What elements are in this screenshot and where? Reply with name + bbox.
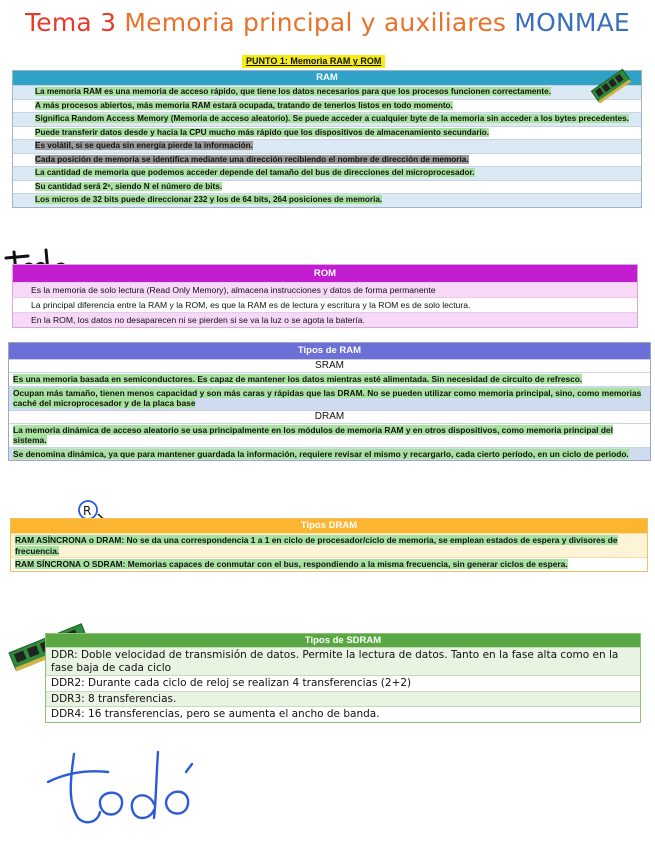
tipos-dram-row: RAM ASÍNCRONA o DRAM: No se da una correspondencia 1 a 1 en ciclo de procesador/ciclo de memoria, se emplean estados de espera y divisores de frecuencia.: [11, 533, 647, 557]
sdram-row: DDR4: 16 transferencias, pero se aumenta el ancho de banda.: [46, 706, 640, 722]
tipos-ram-table: [8, 342, 651, 461]
ram-row: Significa Random Access Memory (Memoria de acceso aleatorio). Se puede acceder a cualquier byte de la memoria sin acceder a los bytes precedentes.: [13, 112, 641, 126]
tipos-ram-header: Tipos de RAM: [9, 343, 650, 359]
sram-row: Es una memoria basada en semiconductores. Es capaz de mantener los datos mientras esté alimentada. Sin necesidad de circuito de refresco.: [9, 372, 650, 386]
ram-row: La cantidad de memoria que podemos acceder depende del tamaño del bus de direcciones del microprocesador.: [13, 166, 641, 180]
tipos-dram-table: [10, 518, 648, 572]
circle-mark-letter: R: [83, 504, 92, 518]
ram-row: A más procesos abiertos, más memoria RAM estará ocupada, tratando de tenerlos listos en todo momento.: [13, 99, 641, 113]
dram-subheader: DRAM: [9, 410, 650, 423]
rom-table: [12, 264, 638, 328]
ram-module-icon: [590, 66, 632, 106]
ram-row: Su cantidad será 2ⁿ, siendo N el número de bits.: [13, 180, 641, 194]
sdram-row: DDR2: Durante cada ciclo de reloj se realizan 4 transferencias (2+2): [46, 675, 640, 691]
title-topic: Tema 3: [25, 8, 125, 37]
tipos-sdram-header: Tipos de SDRAM: [46, 634, 640, 647]
rom-row: Es la memoria de solo lectura (Read Only Memory), almacena instrucciones y datos de forma permanente: [13, 282, 637, 297]
ram-row: Es volátil, si se queda sin energía pierde la información.: [13, 139, 641, 153]
rom-row: En la ROM, los datos no desaparecen ni se pierden si se va la luz o se agota la batería.: [13, 312, 637, 327]
rom-header: ROM: [13, 265, 637, 282]
tipos-dram-header: Tipos DRAM: [11, 519, 647, 533]
title-author: MONMAE: [514, 8, 630, 37]
tipos-dram-row: RAM SÍNCRONA O SDRAM: Memorias capaces de conmutar con el bus, respondiendo a la misma frecuencia, sin generar ciclos de espera.: [11, 557, 647, 571]
todo-handwritten-signature: [38, 742, 228, 832]
ram-row: La memoria RAM es una memoria de acceso rápido, que tiene los datos necesarios para que los procesos funcionen correctamente.: [13, 85, 641, 99]
tipos-sdram-table: [45, 633, 641, 723]
sdram-row: DDR3: 8 transferencias.: [46, 691, 640, 707]
dram-row: Se denomina dinámica, ya que para mantener guardada la información, requiere revisar el mismo y recargarlo, cada cierto período, en un ciclo de periodo.: [9, 447, 650, 461]
page-title: [0, 8, 655, 37]
sdram-row: DDR: Doble velocidad de transmisión de datos. Permite la lectura de datos. Tanto en la fase alta como en la fase baja de cada ciclo: [46, 647, 640, 675]
sram-subheader: SRAM: [9, 359, 650, 372]
ram-header: RAM: [13, 71, 641, 85]
ram-row: Puede transferir datos desde y hacia la CPU mucho más rápido que los dispositivos de almacenamiento secundario.: [13, 126, 641, 140]
rom-row: La principal diferencia entre la RAM y la ROM, es que la RAM es de lectura y escritura y la ROM es de solo lectura.: [13, 297, 637, 312]
ram-row: Cada posición de memoria se identifica mediante una dirección recibiendo el nombre de dirección de memoria.: [13, 153, 641, 167]
sram-row: Ocupan más tamaño, tienen menos capacidad y son más caras y rápidas que las DRAM. No se pueden utilizar como memoria principal, sino, como memorias caché del microprocesador y de la placa base: [9, 386, 650, 410]
ram-row: Los micros de 32 bits puede direccionar 232 y los de 64 bits, 264 posiciones de memoria.: [13, 193, 641, 207]
section-heading-punto1: PUNTO 1: Memoria RAM y ROM: [242, 55, 385, 68]
ram-table: [12, 70, 642, 208]
title-subject: Memoria principal y auxiliares: [124, 8, 515, 37]
dram-row: La memoria dinámica de acceso aleatorio se usa principalmente en los módulos de memoria RAM y en otros dispositivos, como memoria principal del sistema.: [9, 423, 650, 447]
